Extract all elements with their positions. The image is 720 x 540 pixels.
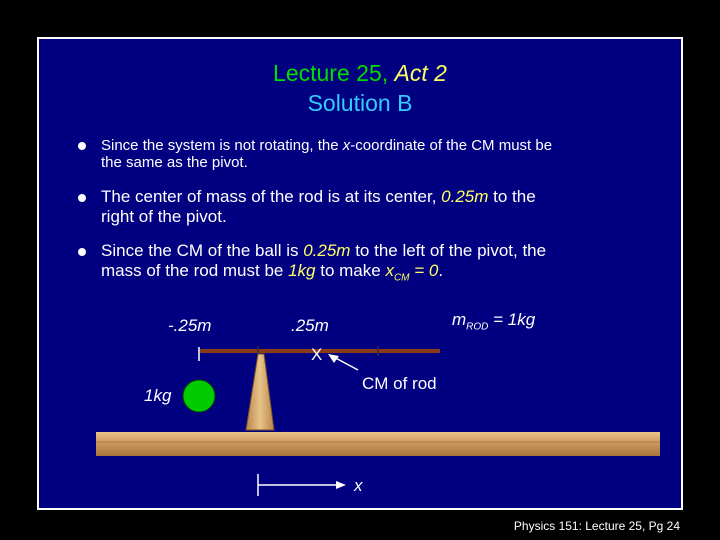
label-ball-mass: 1kg bbox=[144, 386, 172, 405]
floor-board bbox=[96, 432, 660, 456]
pivot-wedge bbox=[246, 354, 274, 430]
mrod-sub: ROD bbox=[466, 321, 489, 333]
bullet-3-end: . bbox=[438, 261, 444, 280]
bullet-1-text-b: -coordinate of the CM must be bbox=[350, 137, 553, 154]
label-cm-of-rod: CM of rod bbox=[362, 374, 437, 393]
bullet-2-text-b: to the bbox=[488, 187, 536, 206]
cm-marker: X bbox=[311, 345, 323, 364]
bullet-3-highlight: 0.25m bbox=[303, 241, 351, 260]
bullet-2-highlight: 0.25m bbox=[441, 187, 489, 206]
bullet-2-line2: right of the pivot. bbox=[101, 207, 227, 226]
label-mrod bbox=[452, 310, 535, 332]
equation-sub: CM bbox=[393, 272, 410, 284]
bullet-3-line2-a: mass of the rod must be bbox=[101, 261, 289, 280]
bullet-3-mass-highlight: 1kg bbox=[288, 261, 316, 280]
title-prefix: Lecture 25, bbox=[273, 60, 395, 86]
bullet-1-line2: the same as the pivot. bbox=[101, 154, 248, 171]
bullet-2-text-a: The center of mass of the rod is at its center, bbox=[101, 187, 442, 206]
equation-rhs: = 0 bbox=[409, 261, 439, 280]
bullet-3-line2-b: to make bbox=[315, 261, 386, 280]
title-act: Act 2 bbox=[394, 60, 447, 86]
equation-x: x bbox=[385, 261, 394, 280]
mrod-m: m bbox=[452, 310, 467, 329]
footer-page-info: Physics 151: Lecture 25, Pg 24 bbox=[513, 519, 680, 533]
bullet-3-text-b: to the left of the pivot, the bbox=[350, 241, 547, 260]
slide-subtitle: Solution B bbox=[307, 90, 413, 116]
x-axis-arrow-head bbox=[336, 481, 346, 489]
mrod-value: = 1kg bbox=[488, 310, 536, 329]
bullet-1-x: x bbox=[342, 137, 351, 154]
label-left-distance: -.25m bbox=[168, 316, 212, 335]
bullet-1-text-a: Since the system is not rotating, the bbox=[101, 137, 343, 154]
label-right-distance: .25m bbox=[291, 316, 329, 335]
bullet-3-text-a: Since the CM of the ball is bbox=[101, 241, 304, 260]
label-x-axis: x bbox=[354, 476, 363, 495]
ball bbox=[183, 380, 215, 412]
